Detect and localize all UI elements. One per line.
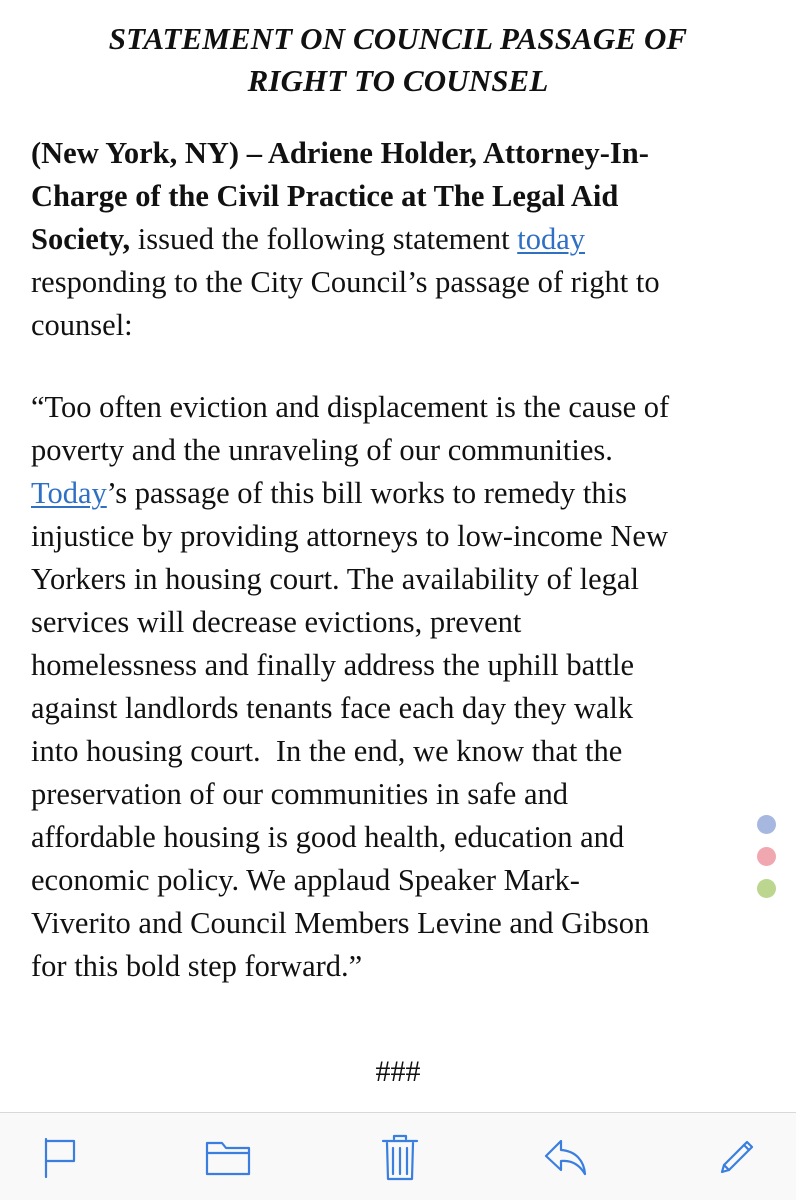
text-line <box>31 472 771 515</box>
reply-button[interactable] <box>542 1133 590 1181</box>
end-mark: ### <box>375 1055 421 1088</box>
floating-dots-handle[interactable] <box>757 815 777 911</box>
text-line: counsel: <box>31 308 133 342</box>
text-line: Yorkers in housing court. The availability of legal <box>31 562 639 596</box>
title-line: RIGHT TO COUNSEL <box>247 63 549 98</box>
title-line: STATEMENT ON COUNCIL PASSAGE OF <box>108 21 688 56</box>
text-line: for this bold step forward.” <box>31 949 363 983</box>
text-line: (New York, NY) – Adriene Holder, Attorney-In- <box>31 136 649 170</box>
text-line: responding to the City Council’s passage of right to <box>31 265 660 299</box>
compose-button[interactable] <box>712 1133 760 1181</box>
text-line: preservation of our communities in safe and <box>31 777 568 811</box>
mail-toolbar <box>0 1112 796 1200</box>
quote-paragraph <box>31 386 771 988</box>
today-link[interactable]: Today <box>31 476 107 510</box>
reply-icon <box>543 1137 589 1177</box>
dot-blue <box>757 815 776 834</box>
text-fragment: ’s passage of this bill works to remedy this <box>106 476 627 510</box>
org-name: Society, <box>31 222 131 256</box>
flag-icon <box>40 1135 80 1179</box>
today-link[interactable]: today <box>517 222 586 256</box>
statement-title <box>30 18 766 102</box>
text-fragment: issued the following statement <box>130 222 518 256</box>
text-line: services will decrease evictions, prevent <box>31 605 522 639</box>
text-line: affordable housing is good health, education and <box>31 820 625 854</box>
text-line: Viverito and Council Members Levine and Gibson <box>31 906 650 940</box>
text-line: against landlords tenants face each day they walk <box>31 691 634 725</box>
text-line: Charge of the Civil Practice at The Legal Aid <box>31 179 619 213</box>
text-line: economic policy. We applaud Speaker Mark- <box>31 863 580 897</box>
move-to-folder-button[interactable] <box>204 1133 252 1181</box>
dot-red <box>757 847 776 866</box>
text-line: “Too often eviction and displacement is the cause of <box>31 390 670 424</box>
text-line: homelessness and finally address the uphill battle <box>31 648 635 682</box>
text-line: injustice by providing attorneys to low-income New <box>31 519 668 553</box>
trash-button[interactable] <box>376 1133 424 1181</box>
compose-icon <box>714 1135 758 1179</box>
flag-button[interactable] <box>36 1133 84 1181</box>
folder-icon <box>204 1137 252 1177</box>
text-line: poverty and the unraveling of our communities. <box>31 433 613 467</box>
trash-icon <box>380 1133 420 1181</box>
dot-green <box>757 879 776 898</box>
text-line <box>31 218 771 261</box>
intro-paragraph <box>31 132 771 347</box>
text-line: into housing court. In the end, we know that the <box>31 734 623 768</box>
